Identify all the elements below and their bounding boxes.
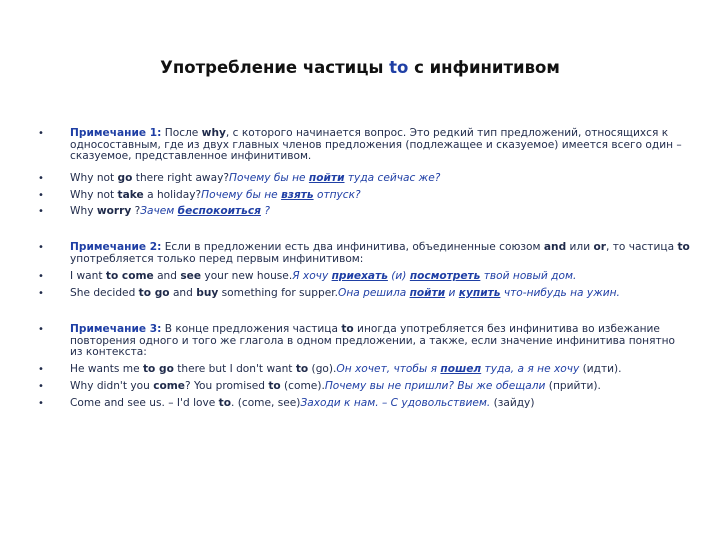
bullet: • bbox=[38, 173, 44, 184]
text-run: to come bbox=[105, 270, 154, 282]
text-run: there but I don't want bbox=[173, 363, 296, 375]
text-run: взять bbox=[281, 189, 314, 201]
example-2 bbox=[70, 190, 690, 202]
note-label: Примечание 1: bbox=[70, 127, 162, 139]
text-run: She decided bbox=[70, 287, 139, 299]
text-run: Если в предложении есть два инфинитива, объединенные союзом bbox=[161, 241, 544, 253]
text-run: туда, а я не хочу bbox=[481, 363, 580, 375]
bullet: • bbox=[38, 242, 44, 253]
text-run: and bbox=[543, 241, 567, 253]
note-2 bbox=[70, 242, 690, 265]
text-run: take bbox=[117, 189, 144, 201]
text-run: see bbox=[180, 270, 202, 282]
text-run: ? You promised bbox=[184, 380, 269, 392]
text-run: (come). bbox=[280, 380, 325, 392]
text-run: to bbox=[295, 363, 309, 375]
text-run: (прийти). bbox=[545, 380, 601, 392]
bullet: • bbox=[38, 398, 44, 409]
bullet: • bbox=[38, 190, 44, 201]
bullet: • bbox=[38, 324, 44, 335]
text-run: что-нибудь на ужин. bbox=[500, 287, 620, 299]
text-run: (зайду) bbox=[490, 397, 535, 409]
text-run: ? bbox=[260, 205, 270, 217]
text-run: and bbox=[153, 270, 181, 282]
bullet: • bbox=[38, 381, 44, 392]
title-text: Употребление частицы bbox=[160, 58, 390, 77]
text-run: (и) bbox=[387, 270, 410, 282]
text-run: something for supper. bbox=[218, 287, 338, 299]
text-run: В конце предложения частица bbox=[161, 323, 342, 335]
text-run: there right away? bbox=[132, 172, 229, 184]
text-run: беспокоиться bbox=[177, 205, 261, 217]
text-run: or bbox=[593, 241, 606, 253]
example-1 bbox=[70, 173, 690, 185]
text-run: Why bbox=[70, 205, 97, 217]
text-run: He wants me bbox=[70, 363, 143, 375]
text-run: пойти bbox=[308, 172, 345, 184]
text-run: или bbox=[566, 241, 594, 253]
text-run: пойти bbox=[409, 287, 446, 299]
text-run: После bbox=[161, 127, 202, 139]
text-run: to bbox=[341, 323, 354, 335]
text-run: buy bbox=[196, 287, 219, 299]
note-label: Примечание 2: bbox=[70, 241, 162, 253]
text-run: Я хочу bbox=[292, 270, 332, 282]
text-run: to go bbox=[138, 287, 170, 299]
text-run: Почему бы не bbox=[201, 189, 282, 201]
text-run: to bbox=[268, 380, 281, 392]
text-run: употребляется только перед первым инфинитивом: bbox=[70, 252, 364, 265]
title-particle: to bbox=[389, 58, 409, 77]
text-run: иногда употребляется без инфинитива во избежание повторения одного и того же глагола в одном предложении, а также, если значение инфинитива понятно из контекста: bbox=[70, 323, 676, 359]
text-run: пошел bbox=[440, 363, 482, 375]
text-run: worry bbox=[96, 205, 132, 217]
text-run: (go). bbox=[308, 363, 337, 375]
bullet: • bbox=[38, 271, 44, 282]
bullet: • bbox=[38, 206, 44, 217]
text-run: Зачем bbox=[140, 205, 178, 217]
text-run: и bbox=[445, 287, 459, 299]
text-run: , с которого начинается вопрос. Это редкий тип предложений, относящихся к односоставным, где из двух главных членов предложения (подлежащее и сказуемое) имеется всего один – сказуемое, представленное инфинитивом. bbox=[70, 127, 682, 163]
text-run: and bbox=[169, 287, 197, 299]
text-run: Заходи к нам. – С удовольствием. bbox=[300, 397, 491, 409]
text-run: отпуск? bbox=[313, 189, 361, 201]
text-run: a holiday? bbox=[143, 189, 202, 201]
page-title bbox=[0, 58, 720, 77]
text-run: приехать bbox=[331, 270, 388, 282]
example-7 bbox=[70, 381, 690, 393]
keyword: why bbox=[201, 127, 226, 139]
text-run: ? bbox=[131, 205, 141, 217]
text-run: . (come, see) bbox=[231, 397, 301, 409]
title-text-end: с инфинитивом bbox=[408, 58, 560, 77]
text-run: , то частица bbox=[605, 241, 678, 253]
text-run: Почему бы не bbox=[228, 172, 309, 184]
text-run: Why didn't you bbox=[70, 380, 154, 392]
text-run: Come and see us. – I'd love bbox=[70, 397, 219, 409]
text-run: to bbox=[677, 241, 690, 253]
text-run: to go bbox=[142, 363, 174, 375]
text-run: туда сейчас же? bbox=[344, 172, 441, 184]
bullet: • bbox=[38, 288, 44, 299]
text-run: your new house. bbox=[201, 270, 293, 282]
text-run: купить bbox=[458, 287, 501, 299]
text-run: Он хочет, чтобы я bbox=[336, 363, 441, 375]
bullet: • bbox=[38, 128, 44, 139]
bullet: • bbox=[38, 364, 44, 375]
text-run: посмотреть bbox=[409, 270, 481, 282]
example-3 bbox=[70, 206, 690, 218]
text-run: come bbox=[153, 380, 185, 392]
text-run: to bbox=[218, 397, 231, 409]
note-label: Примечание 3: bbox=[70, 323, 162, 335]
text-run: Она решила bbox=[338, 287, 410, 299]
text-run: Why not bbox=[70, 189, 118, 201]
text-run: go bbox=[117, 172, 133, 184]
example-4 bbox=[70, 271, 690, 283]
text-run: твой новый дом. bbox=[480, 270, 577, 282]
text-run: Почему вы не пришли? Вы же обещали bbox=[324, 380, 546, 392]
text-run: I want bbox=[70, 270, 106, 282]
note-3 bbox=[70, 324, 690, 359]
text-run: Why not bbox=[70, 172, 118, 184]
example-8 bbox=[70, 398, 690, 410]
example-6 bbox=[70, 364, 690, 376]
example-5 bbox=[70, 288, 690, 300]
text-run: (идти). bbox=[579, 363, 622, 375]
note-1 bbox=[70, 128, 690, 163]
